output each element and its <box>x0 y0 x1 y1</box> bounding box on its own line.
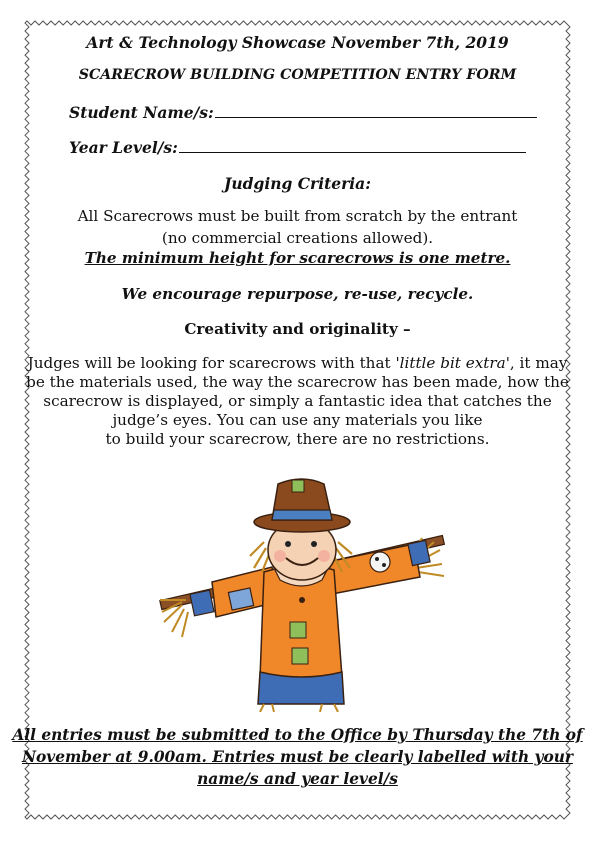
scratch-rule-line2: (no commercial creations allowed). <box>161 229 434 247</box>
judges-line-1: Judges will be looking for scarecrows with that 'little bit extra', it may <box>27 354 568 372</box>
scarecrow-illustration <box>152 472 452 716</box>
minimum-height: The minimum height for scarecrows is one metre. <box>84 249 511 267</box>
judges-line-5: to build your scarecrow, there are no restrictions. <box>105 430 490 448</box>
footer-line-2: November at 9.00am. Entries must be clearly labelled with your <box>21 748 574 766</box>
judges-line-2: be the materials used, the way the scarecrow has been made, how the <box>26 373 569 391</box>
form-title: SCARECROW BUILDING COMPETITION ENTRY FORM <box>78 67 517 83</box>
year-level-blank[interactable] <box>179 151 526 153</box>
student-name-field[interactable] <box>69 103 549 122</box>
student-name-blank[interactable] <box>215 116 537 118</box>
scratch-rule-line1: All Scarecrows must be built from scratch by the entrant <box>77 207 518 225</box>
judges-paragraph <box>0 354 595 449</box>
footer-line-3: name/s and year level/s <box>197 770 398 788</box>
year-level-label: Year Level/s: <box>69 138 178 157</box>
judging-heading: Judging Criteria: <box>224 174 371 193</box>
judges-line-3: scarecrow is displayed, or simply a fantastic idea that catches the <box>43 392 552 410</box>
encourage-text: We encourage repurpose, re-use, recycle. <box>121 285 474 303</box>
footer-line-1: All entries must be submitted to the Office by Thursday the 7th of <box>12 726 583 744</box>
judges-line-4: judge’s eyes. You can use any materials you like <box>112 411 483 429</box>
year-level-field[interactable] <box>69 138 549 157</box>
student-name-label: Student Name/s: <box>69 103 214 122</box>
creativity-heading: Creativity and originality – <box>184 320 411 338</box>
showcase-title: Art & Technology Showcase November 7th, 2019 <box>86 33 509 52</box>
